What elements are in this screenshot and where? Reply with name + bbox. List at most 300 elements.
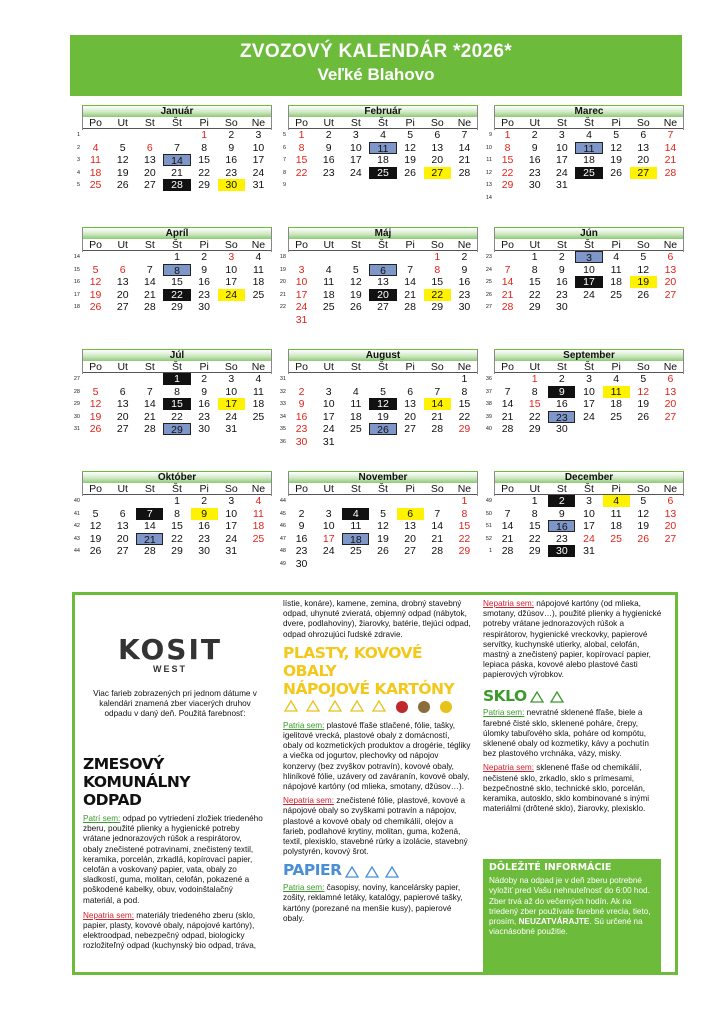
weekday-header [288,117,478,129]
day-cell: 20 [664,276,677,288]
day-cell: 25 [610,410,622,423]
empty-cell [163,129,190,141]
day-cell: 2 [298,385,305,398]
weekday-label: Ne [457,483,472,495]
week-number: 16 [73,279,80,285]
weekday-label: So [636,117,650,129]
day-cell: 25 [575,167,602,179]
day-cell: 23 [295,545,308,557]
day-cell: 13 [637,141,650,154]
day-cell: 19 [404,154,416,166]
empty-cell [288,373,315,385]
week-number: 27 [73,376,80,382]
weekday-label: Ut [117,239,128,251]
day-cell: 20 [664,398,677,410]
week-number: 5 [76,182,80,188]
week-number: 14 [73,254,80,260]
zmes-title-2: ODPAD [83,791,142,809]
day-cell: 12 [89,276,102,288]
day-cell: 19 [89,288,102,301]
day-cell: 28 [163,179,190,191]
week-number: 1 [76,132,80,138]
day-cell: 19 [89,410,102,423]
day-cell: 7 [461,129,468,141]
month-calendar [282,105,478,188]
empty-cell [424,373,451,385]
day-cell: 22 [295,166,308,179]
weekday-label: Pi [199,239,209,251]
day-cell: 24 [295,301,308,313]
weekday-label: Pi [611,361,621,373]
week-number: 31 [73,426,80,432]
page-title: ZVOZOVÝ KALENDÁR *2026* [240,41,512,62]
weekday-label: Po [295,239,308,251]
day-cell: 6 [119,263,126,276]
weekday-label: St [350,239,361,251]
week-number: 39 [485,413,492,420]
day-cell: 29 [528,545,541,557]
week-number: 9 [488,132,492,138]
day-cell: 15 [171,276,183,288]
empty-cell [82,251,109,263]
plasty-title-2: NÁPOJOVÉ KARTÓNY [283,679,455,698]
day-cell: 11 [252,507,264,520]
day-cell: 26 [89,423,102,435]
day-cell: 8 [504,141,511,154]
day-cell: 15 [458,520,471,532]
day-cell: 21 [136,533,163,545]
weekday-label: Pi [405,361,415,373]
week-number: 38 [485,401,492,407]
day-cell: 26 [637,288,650,301]
week-number: 17 [73,291,80,298]
info-panel [72,592,678,975]
zmes-title-1: ZMESOVÝ KOMUNÁLNY [83,755,191,791]
day-cell: 10 [322,520,335,532]
day-cell: 20 [404,532,416,545]
day-cell: 9 [531,141,538,154]
day-cell: 28 [144,545,156,557]
month-calendar [76,105,272,192]
day-cell: 17 [556,154,568,166]
week-number: 45 [279,510,286,517]
day-cell: 28 [501,423,514,435]
weekday-label: Ne [663,483,678,495]
day-cell: 1 [434,251,441,263]
day-grid [73,251,272,314]
zmes-continued: lístie, konáre), kamene, zemina, drobný stavebný odpad, uhynuté zvieratá, objemný odpad (nábytok, dvere, podlahoviny), žiarovky, batérie, tlejúci odpad, odpad ohrozujúci ľudské zdravie. [283,599,471,639]
day-cell: 7 [146,263,153,276]
month-name: Júl [82,349,272,361]
day-cell: 27 [630,167,657,179]
month-calendar [485,227,684,314]
day-cell: 16 [458,276,471,288]
weekday-label: Pi [611,117,621,129]
logo-sub: WEST [153,664,187,674]
day-cell: 15 [528,276,541,288]
month-calendar [73,471,272,558]
day-cell: 1 [531,373,538,385]
week-number: 34 [279,413,286,420]
weekday-label: Ut [529,361,540,373]
day-cell: 31 [295,313,308,326]
important-title: DÔLEŽITÉ INFORMÁCIE [489,862,612,873]
day-cell: 5 [640,251,647,263]
day-cell: 9 [228,141,235,154]
day-cell: 12 [89,520,102,532]
weekday-label: Ut [529,117,540,129]
day-grid [76,129,272,192]
day-cell: 26 [637,532,650,545]
day-cell: 2 [461,251,468,263]
weekday-label: Po [89,117,102,129]
day-cell: 27 [404,423,416,435]
day-cell: 4 [586,129,592,141]
week-number: 13 [485,182,492,188]
day-cell: 29 [431,301,444,313]
week-number: 33 [279,401,286,407]
day-cell: 10 [225,507,238,520]
day-cell: 27 [116,545,129,557]
day-cell: 16 [528,154,541,166]
day-cell: 23 [198,288,210,301]
day-cell: 20 [116,410,129,423]
day-cell: 13 [116,398,129,410]
day-cell: 24 [583,410,595,423]
week-number: 37 [485,388,492,395]
day-cell: 9 [558,263,565,276]
empty-cell [82,495,109,507]
day-cell: 20 [664,520,677,532]
day-cell: 13 [431,141,444,154]
day-cell: 31 [252,179,265,191]
day-cell: 16 [198,398,210,410]
week-number: 42 [73,523,80,529]
day-cell: 11 [603,386,630,398]
day-cell: 8 [434,263,441,276]
week-number: 1 [488,548,492,554]
day-cell: 10 [350,141,362,154]
day-cell: 16 [556,398,568,410]
day-cell: 19 [630,276,657,288]
day-cell: 15 [528,520,541,532]
weekday-header [82,117,272,129]
day-cell: 31 [556,179,568,191]
weekday-header [494,117,684,129]
day-cell: 14 [458,141,471,154]
weekday-label: Št [378,483,388,495]
day-cell: 10 [225,385,238,398]
weekday-label: So [636,483,650,495]
day-cell: 19 [610,154,622,166]
day-cell: 20 [431,154,444,166]
week-number: 44 [73,548,80,554]
weekday-label: Št [378,117,388,129]
day-cell: 31 [322,435,335,448]
week-number: 15 [73,266,80,273]
empty-cell [82,129,109,141]
month-name: November [288,471,478,483]
weekday-label: Ne [251,239,266,251]
day-cell: 15 [163,398,190,410]
weekday-label: Po [501,117,514,129]
day-cell: 3 [575,251,602,263]
month-name: December [494,471,684,483]
weekday-header [288,483,478,495]
weekday-header [82,239,272,251]
week-number: 49 [279,560,286,567]
empty-cell [369,251,396,263]
day-grid [73,373,272,436]
day-cell: 20 [116,288,129,301]
day-cell: 25 [322,301,335,313]
day-cell: 18 [252,276,265,288]
day-cell: 6 [667,495,674,507]
month-name: Január [82,105,272,117]
day-cell: 28 [404,301,416,313]
weekday-label: Po [295,117,308,129]
day-cell: 28 [431,545,444,557]
weekday-label: St [350,117,361,129]
day-cell: 2 [298,507,305,520]
day-cell: 18 [610,276,622,288]
day-cell: 13 [664,385,677,398]
day-cell: 8 [531,263,538,276]
day-cell: 1 [504,129,511,141]
empty-cell [288,495,315,507]
day-cell: 25 [350,423,362,435]
week-number: 21 [279,291,286,298]
day-cell: 6 [407,385,414,398]
weekday-label: Ne [251,361,266,373]
weekday-label: Ut [529,239,540,251]
weekday-label: Št [172,117,182,129]
day-cell: 29 [163,423,190,435]
day-cell: 9 [201,263,208,276]
week-number: 11 [486,157,492,163]
day-cell: 17 [218,398,245,410]
day-cell: 9 [201,385,208,398]
day-cell: 11 [90,154,102,166]
day-cell: 18 [252,398,265,410]
weekday-header [288,361,478,373]
weekday-label: St [556,117,567,129]
important-text-1: Nádoby na odpad je v deň zberu potrebné vyložiť pred Vašu nehnuteľnosť do 6:00 hod. Zber trvá až do večerných hodín. Ak na triedený zber používate farebné vrecia, tieto, prosím, [489,876,651,927]
zmes-patri-text: odpad po vytriedení zložiek triedeného zberu, použité plienky a hygienické potreby vrátane jednorazových rúšok a respirátorov, obaly znečistené potravinami, znečistený textil, keramika, porcelán, zrkadlá, kopírovací papier, celofán a voskovaný papier, vata, obaly zo sladkostí, guma, molitan, celofán, pokazené a poškodené kabelky, obuv, vodoinštalačný materiál, a pod. [83,814,263,905]
day-cell: 18 [583,154,595,166]
day-cell: 25 [350,545,362,557]
empty-cell [82,373,109,385]
day-cell: 19 [116,166,129,179]
day-cell: 22 [198,166,210,179]
day-cell: 22 [171,532,183,545]
weekday-label: Št [378,361,388,373]
weekday-label: Ne [457,117,472,129]
day-cell: 3 [298,263,305,276]
day-cell: 10 [252,141,265,154]
day-cell: 23 [556,532,568,545]
day-cell: 17 [295,288,308,301]
week-number: 10 [485,144,492,151]
day-cell: 9 [298,398,305,410]
weekday-label: So [224,361,238,373]
month-name: Október [82,471,272,483]
day-cell: 24 [225,410,238,423]
day-cell: 1 [531,495,538,507]
day-cell: 6 [667,373,674,385]
day-grid [485,495,684,558]
page-header [70,35,682,96]
week-number: 28 [73,388,80,395]
day-cell: 25 [369,167,396,179]
month-name: Apríl [82,227,272,239]
weekday-label: St [144,239,155,251]
day-cell: 14 [501,398,514,410]
day-cell: 23 [458,288,471,301]
day-cell: 3 [586,373,592,385]
day-cell: 8 [174,507,180,520]
month-name: Február [288,105,478,117]
empty-cell [369,495,396,507]
day-cell: 27 [116,423,129,435]
day-cell: 1 [531,251,538,263]
day-cell: 2 [201,251,208,263]
day-cell: 1 [163,373,190,385]
day-cell: 11 [575,142,602,154]
day-cell: 6 [369,264,396,276]
day-cell: 25 [610,288,622,301]
day-cell: 4 [613,373,620,385]
week-number: 49 [485,498,492,504]
week-number: 41 [73,510,80,517]
day-cell: 13 [404,398,416,410]
day-cell: 14 [424,398,451,410]
day-cell: 8 [298,141,305,154]
plasty-nepatri-text: znečistené fólie, plastové, kovové a nápojové obaly so zvyškami potravín a nápojov, plastové a kovové obaly od chemikálií, olejov a farieb, podlahové krytiny, molitan, guma, kožená, textil, plexisklo, stavebné rúrky a izolácie, stavebný polystyrén, kovový šrot. [283,796,468,857]
plasty-patri-text: plastové fľaše stlačené, fólie, tašky, igelitové vrecká, plastové obaly z domácností, obaly od kozmetických produktov a drogérie, tégliky a viečka od jogurtov, plechovky od nápojov konzervy (bez zvyškov potravín), kovové obaly, hliníkové fólie, uzávery od zaváranín, kovové obaly, nápojové kartóny (od mlieka, smotany, džúsov…). [283,720,471,792]
day-cell: 16 [198,276,210,288]
day-cell: 29 [198,179,210,191]
day-cell: 14 [404,276,416,288]
weekday-label: St [144,483,155,495]
weekday-label: St [350,483,361,495]
day-cell: 9 [325,141,332,154]
weekday-header [494,483,684,495]
day-cell: 14 [501,276,514,288]
week-number: 22 [279,304,286,310]
day-cell: 14 [664,141,677,154]
day-cell: 15 [501,154,514,166]
day-cell: 3 [228,495,235,507]
day-grid [485,129,684,201]
day-grid [485,373,684,436]
important-bold: NEUZATVÁRAJTE [518,917,590,927]
day-cell: 19 [89,532,102,545]
day-cell: 7 [174,141,180,154]
day-cell: 3 [558,129,565,141]
day-cell: 18 [322,288,335,301]
day-cell: 14 [163,154,190,166]
day-cell: 2 [531,129,538,141]
day-cell: 12 [350,276,362,288]
day-cell: 13 [144,154,156,166]
day-cell: 15 [431,276,444,288]
weekday-label: Po [501,239,514,251]
day-cell: 12 [89,398,102,410]
day-cell: 30 [556,423,568,435]
week-number: 40 [485,426,492,432]
day-cell: 10 [322,398,335,410]
day-cell: 1 [461,495,468,507]
day-cell: 5 [380,507,386,520]
day-cell: 3 [228,251,235,263]
day-cell: 28 [458,166,471,179]
day-cell: 7 [146,385,153,398]
day-cell: 15 [295,154,308,166]
week-number: 32 [279,388,286,395]
day-cell: 29 [458,423,471,435]
weekday-label: Ut [323,239,334,251]
day-cell: 5 [640,373,647,385]
day-cell: 4 [255,495,262,507]
day-cell: 26 [404,166,416,179]
weekday-header [288,239,478,251]
sklo-nepatri-text: sklenené fľaše od chemikálií, nečistené sklo, zrkadlo, sklo s prímesami, bezpečnostné sklo, technické sklo, porcelán, keramika, autosklo, sklo kombinované s inými materiálmi (drôtené sklo), žiarovky, plexisklo. [483,763,650,814]
day-cell: 4 [325,263,332,276]
day-cell: 25 [252,532,265,545]
day-cell: 28 [501,301,514,313]
sklo-recycle-icons [529,691,569,705]
day-cell: 7 [504,263,511,276]
weekday-label: So [430,117,444,129]
month-calendar [279,227,478,326]
week-number: 30 [73,413,80,420]
day-cell: 7 [667,129,674,141]
month-name: September [494,349,684,361]
zmes-nepatri-text: materiály triedeného zberu (sklo, papier, plasty, kovové obaly, nápojové kartóny), elektroodpad, nebezpečný odpad, biologicky rozložiteľný odpad (kuchynský bio odpad, tráva, [83,910,257,951]
day-cell: 20 [637,154,650,166]
weekday-label: Ut [117,361,128,373]
day-cell: 16 [295,532,308,545]
day-cell: 3 [352,129,359,141]
weekday-label: Pi [405,483,415,495]
day-cell: 28 [144,301,156,313]
empty-cell [369,373,396,385]
day-cell: 16 [556,276,568,288]
weekday-label: Po [295,361,308,373]
day-cell: 3 [325,507,332,520]
day-cell: 21 [404,288,416,301]
empty-cell [288,251,315,263]
day-cell: 30 [198,423,210,435]
day-cell: 17 [322,532,335,545]
day-cell: 17 [583,520,595,532]
week-number: 43 [73,535,80,542]
plasty-patri-label: Patria sem: [283,720,325,730]
day-cell: 18 [342,533,369,545]
day-cell: 17 [252,154,265,166]
week-number: 27 [485,304,492,310]
day-cell: 6 [397,508,424,520]
weekday-label: Ne [457,239,472,251]
weekday-label: Pi [199,117,209,129]
day-cell: 3 [255,129,262,141]
weekday-label: So [430,361,444,373]
day-cell: 21 [431,532,444,545]
day-cell: 11 [369,142,396,154]
weekday-label: Ut [323,483,334,495]
important-text-2: . Sú určené na viacnásobné použitie. [489,917,643,937]
